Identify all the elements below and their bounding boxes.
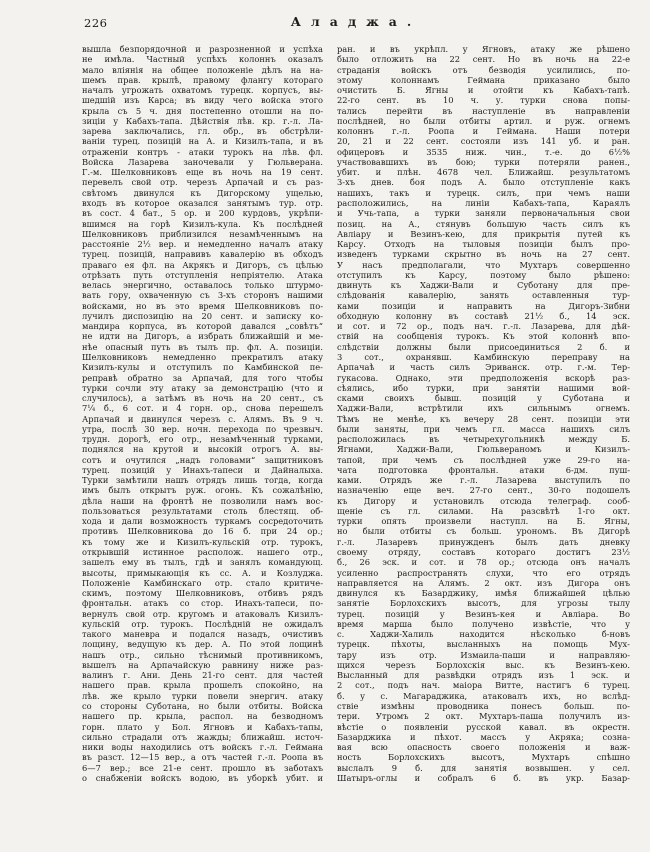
text-line: но были отбиты съ больш. урономъ. Въ Дигорѣ — [337, 526, 630, 537]
text-line: расстояніе 2½ вер. и немедленно началъ атаку — [82, 239, 323, 250]
text-line: 3-хъ днев. боя подъ А. было отступленіе какъ — [337, 177, 630, 188]
text-line: кульскій отр. турокъ. Послѣдній не ожидалъ — [82, 618, 323, 629]
text-line: Арпачаѣ и часть силъ Эриванск. отр. г.-м. Тер- — [337, 362, 630, 373]
text-line: Кизилъ-кулы и отступилъ по Камбинской пе- — [82, 362, 323, 373]
text-line: было отложить на 22 сент. Но въ ночь на 22-е — [337, 54, 630, 65]
text-line: отраженіи контръ - атаки турокъ на лѣв. фл. — [82, 146, 323, 157]
text-line: вернулъ свой отр. кругомъ и атаковалъ Кизилъ- — [82, 608, 323, 619]
text-line: щеніе съ гл. силами. На разсвѣтѣ 1-го окт. — [337, 505, 630, 516]
text-line: зарева заключались, гл. обр., въ обстрѣли- — [82, 126, 323, 137]
text-line: Войска Лазарева заночевали у Гюльверана. — [82, 156, 323, 167]
text-line: выслалъ 9 б. для занятія возвышен. у сел. — [337, 762, 630, 773]
text-line: зиціи у Кабахъ-тапа. Дѣйствія лѣв. кр. г.-л. Ла- — [82, 115, 323, 126]
text-line: и Учь-тапа, а турки заняли первоначальныя свои — [337, 208, 630, 219]
text-line: время марша было получено извѣстіе, что у — [337, 618, 630, 629]
text-line: противъ Шелковникова до 16 б. при 24 ор.; — [82, 526, 323, 537]
text-line: войсками, но въ это время Шелковниковъ по- — [82, 300, 323, 311]
text-line: турецк. пѣхоты, высланныхъ на помощь Мух- — [337, 639, 630, 650]
text-line: обходную колонну въ составѣ 21½ б., 14 эск. — [337, 310, 630, 321]
text-line: двинулся къ Базарджику, имѣя ближайшей цѣлью — [337, 588, 630, 599]
text-line: крыла съ 5 ч. дня постепенно отошли на по- — [82, 105, 323, 116]
text-line: и сот. и 72 ор., подъ нач. г.-л. Лазарева, для дѣй- — [337, 321, 630, 332]
text-line: лощину, ведущую къ дер. А. По этой лощинѣ — [82, 639, 323, 650]
text-line: открывшій истинное располож. нашего отр., — [82, 547, 323, 558]
text-line: колоннъ г.-л. Роопа и Геймана. Наши потери — [337, 126, 630, 137]
text-line: сками своихъ бывш. позицій у Суботана и — [337, 393, 630, 404]
text-line: случилось), а затѣмъ въ ночь на 20 сент., съ — [82, 393, 323, 404]
text-line: входъ въ которое оказался занятымъ тур. отр. — [82, 197, 323, 208]
text-line: перевелъ свой отр. черезъ Арпачай и съ раз- — [82, 177, 323, 188]
text-line: высоты, примыкающія къ сс. А. и Козлуджа. — [82, 567, 323, 578]
text-line: турец. позицій, направивъ кавалерію въ обходъ — [82, 249, 323, 260]
text-line: офицеровъ и 3535 ниж. чин., т.-е. до 6½% — [337, 146, 630, 157]
text-line: вѣстіе о появленіи русской кавал. въ окрестн. — [337, 721, 630, 732]
text-line: Положеніе Камбинскаго отр. стало критиче- — [82, 577, 323, 588]
text-line: нашего пр. крыла, распол. на безводномъ — [82, 711, 323, 722]
text-line: шедшій изъ Карса; въ виду чего войска этого — [82, 95, 323, 106]
text-line: отступилъ къ Карсу, поэтому было рѣшено: — [337, 269, 630, 280]
text-line: сѣялись, ибо турки, при занятіи нашими вой- — [337, 382, 630, 393]
text-line: сотъ и очутился „надъ головами“ защитниковъ — [82, 454, 323, 465]
text-line: не имѣла. Частный успѣхъ колоннъ оказалъ — [82, 54, 323, 65]
text-line: скимъ, поэтому Шелковниковъ, отбивъ рядъ — [82, 588, 323, 599]
text-line: праваго ея фл. на Акрякъ и Дигоръ, съ цѣлью — [82, 259, 323, 270]
text-line: турки сочли эту атаку за демонстрацію (что и — [82, 382, 323, 393]
running-title: Аладжа. — [290, 14, 422, 29]
text-line: къ тому же и Кизилъ-кульскій отр. турокъ, — [82, 536, 323, 547]
text-line: хода и дали возможность туркамъ сосредоточить — [82, 516, 323, 527]
text-line: 6—7 вер.; все 21-е сент. прошло въ заботахъ — [82, 762, 323, 773]
text-line: Карсу. Отходъ на тыловыя позиціи былъ про- — [337, 239, 630, 250]
text-line: турки опять произвели наступл. на Б. Ягны, — [337, 516, 630, 527]
text-line: горн. плато у Бол. Ягновъ и Кабахъ-тапы, — [82, 721, 323, 732]
text-line: направляется на Алямъ. 2 окт. изъ Дигора онъ — [337, 577, 630, 588]
text-line: реправѣ обратно за Арпачай, для того чтобы — [82, 372, 323, 383]
page-number: 226 — [84, 16, 108, 30]
text-line: страданія войскъ отъ безводія усилились, по- — [337, 64, 630, 75]
text-line: ваніи турец. позицій на А. и Кизилъ-тапа, и въ — [82, 136, 323, 147]
text-line: о снабженіи войскъ водою, въ уборкѣ убит. и — [82, 772, 323, 783]
text-line: турец. позицій у Везинъ-кея и Авліара. Во — [337, 608, 630, 619]
text-line: усиленно распространять слухи, что его отрядъ — [337, 567, 630, 578]
text-line: этому колоннамъ Геймана приказано было — [337, 74, 630, 85]
text-line: двинуть къ Хаджи-Вали и Суботану для пре- — [337, 280, 630, 291]
text-line: ками. Отрядъ же г.-л. Лазарева выступилъ по — [337, 475, 630, 486]
text-line: къ Дигору и установилъ отсюда телеграф. сооб- — [337, 495, 630, 506]
text-line: поднялся на крутой и высокій отрогъ А. вы- — [82, 444, 323, 455]
text-line: тери. Утромъ 2 окт. Мухтаръ-паша получилъ из- — [337, 711, 630, 722]
text-line: 22-го сент. въ 10 ч. у. турки снова попы- — [337, 95, 630, 106]
text-line: свѣтомъ двинулся къ Дигорскому ущелью, — [82, 187, 323, 198]
text-line: въ разст. 12—15 вер., а отъ частей г.-л. Роопа въ — [82, 752, 323, 763]
text-line: валинъ г. Ани. День 21-го сент. для частей — [82, 670, 323, 681]
text-line: нашихъ, такъ и турецк. силъ, при чемъ наши — [337, 187, 630, 198]
text-line: вая всю опасность своего положенія и важ- — [337, 742, 630, 753]
text-line: утра, послѣ 30 вер. ночн. перехода по чрезвыч. — [82, 423, 323, 434]
text-line: Арпачай и двинулся черезъ с. Алямъ. Въ 9 ч. — [82, 413, 323, 424]
text-line: очистить Б. Ягны и отойти къ Кабахъ-тапѣ. — [337, 85, 630, 96]
page-header — [0, 14, 650, 40]
text-line: Шелковниковъ немедленно прекратилъ атаку — [82, 351, 323, 362]
text-line: тару изъ отр. Измаила-паши и направляю- — [337, 649, 630, 660]
text-line: были заняты, при чемъ гл. масса нашихъ силъ — [337, 423, 630, 434]
article-body — [0, 44, 650, 783]
text-line: мало вліянія на общее положеніе дѣлъ на на- — [82, 64, 323, 75]
text-line: убит. и плѣн. 4678 чел. Ближайш. результатомъ — [337, 167, 630, 178]
text-line: такого маневра и подался назадъ, очистивъ — [82, 629, 323, 640]
text-line: нашъ отр., сильно тѣснимый противникомъ, — [82, 649, 323, 660]
text-line: Хаджи-Вали, встрѣтили ихъ сильнымъ огнемъ. — [337, 403, 630, 414]
text-line: Шелковниковъ приблизился незамѣченнымъ на — [82, 228, 323, 239]
text-line: вать гору, охваченную съ 3-хъ сторонъ нашими — [82, 290, 323, 301]
text-line: щихся черезъ Борлохскія выс. къ Везинъ-кею. — [337, 659, 630, 670]
text-line: нѣе опасный путь въ тылъ пр. фл. А. позиціи. — [82, 341, 323, 352]
text-line: ствіе измѣны проводника понесъ больш. по- — [337, 701, 630, 711]
text-line: б., 26 эск. и сот. и 78 ор.; отсюда онъ началъ — [337, 557, 630, 568]
text-line: 7¼ б., 6 сот. и 4 горн. ор., снова перешелъ — [82, 403, 323, 414]
text-line: сильно страдали отъ жажды; ближайш. источ- — [82, 731, 323, 742]
right-column — [337, 44, 630, 783]
text-line: ники воды находились отъ войскъ г.-л. Геймана — [82, 742, 323, 753]
text-line: въ сост. 4 бат., 5 ор. и 200 курдовъ, укрѣпи- — [82, 208, 323, 219]
text-line: велась энергично, оставалось только штурмо- — [82, 280, 323, 291]
text-line: Высланный для развѣдки отрядъ изъ 1 эск. и — [337, 670, 630, 681]
text-line: занятіе Борлохскихъ высотъ, для угрозы тылу — [337, 598, 630, 609]
text-line: дѣла наши на фронтѣ не позволили намъ вос- — [82, 495, 323, 506]
text-line: Г.-м. Шелковниковъ еще въ ночь на 19 сент. — [82, 167, 323, 178]
text-line: Турки замѣтили нашъ отрядъ лишь тогда, когда — [82, 475, 323, 486]
left-column — [82, 44, 323, 783]
text-line: расположилась въ четырехугольникѣ между Б. — [337, 434, 630, 445]
text-line: Ягнами, Хаджи-Вали, Гюльвераномъ и Кизилъ- — [337, 444, 630, 455]
text-line: 2 сот., подъ нач. маіора Витте, настигъ 6 турец. — [337, 680, 630, 691]
text-line: позиц. на А., стянувъ большую часть силъ къ — [337, 218, 630, 229]
text-line: пользоваться результатами столь блестящ. об- — [82, 505, 323, 516]
text-line: чата подготовка фронтальн. атаки 6-дм. пуш- — [337, 464, 630, 475]
text-line: с. Хаджи-Халиль находится нѣсколько б-новъ — [337, 629, 630, 640]
text-line: ность Борлохскихъ высотъ, Мухтаръ спѣшно — [337, 752, 630, 763]
text-line: фронтальн. атакъ со стор. Инахъ-тапеси, по- — [82, 598, 323, 609]
text-line: Авліару и Везинъ-кею, для прикрытія путей къ — [337, 228, 630, 239]
text-line: имъ былъ открытъ руж. огонь. Къ сожалѣнію, — [82, 485, 323, 496]
text-line: нашего прав. крыла прошелъ спокойно, на — [82, 680, 323, 691]
text-line: гукасова. Однако, эти предположенія вскорѣ раз- — [337, 372, 630, 383]
text-line: шемъ прав. крылѣ, правому флангу котораго — [82, 74, 323, 85]
text-line: тапой, при чемъ съ послѣдней уже 29-го на- — [337, 454, 630, 465]
text-line: 20, 21 и 22 сент. состояли изъ 141 уб. и ран. — [337, 136, 630, 147]
text-line: назначенію еще веч. 27-го сент., 30-го подошелъ — [337, 485, 630, 496]
text-line: послѣдней, но были отбиты артил. и руж. огнемъ — [337, 115, 630, 126]
text-line: не идти на Дигоръ, а избрать ближайшій и ме- — [82, 331, 323, 342]
text-line: г.-л. Лазаревъ принужденъ былъ дать дневку — [337, 536, 630, 547]
text-line: ками позиціи и направить на Дигоръ-Зибни — [337, 300, 630, 311]
text-line: своему отряду, составъ котораго достигъ 23½ — [337, 547, 630, 558]
text-line: началъ угрожать охватомъ турецк. корпусъ, вы- — [82, 85, 323, 96]
text-line: вышла безпорядочной и разрозненной и успѣха — [82, 44, 323, 54]
text-line: У насъ предполагали, что Мухтаръ совершенно — [337, 259, 630, 270]
text-line: турец. позицій у Инахъ-тапеси и Дайналыха. — [82, 464, 323, 475]
text-line: ран. и въ укрѣпл. у Ягновъ, атаку же рѣшено — [337, 44, 630, 54]
text-line: слѣдствіи должны были присоединиться 2 б. и — [337, 341, 630, 352]
text-line: Тѣмъ не менѣе, къ вечеру 28 сент. позиціи эти — [337, 413, 630, 424]
text-line: расположились, на линіи Кабахъ-тапа, Караялъ — [337, 197, 630, 208]
text-line: мандира корпуса, въ которой давался „совѣтъ“ — [82, 321, 323, 332]
text-line: со стороны Суботана, но были отбиты. Войска — [82, 701, 323, 711]
text-line: участвовавшихъ въ бою; турки потеряли ранен., — [337, 156, 630, 167]
text-line: зашелъ ему въ тылъ, гдѣ и занялъ командующ. — [82, 557, 323, 568]
text-line: лѣв. же крыло турки повели энергич. атаку — [82, 690, 323, 701]
text-line: ствій на сообщенія турокъ. Къ этой колоннѣ впо- — [337, 331, 630, 342]
text-line: 3 сот., охранявш. Камбинскую переправу на — [337, 351, 630, 362]
text-line: изведенъ турками скрытно въ ночь на 27 сент. — [337, 249, 630, 260]
text-line: слѣдованія кавалерію, занять оставленныя тур- — [337, 290, 630, 301]
text-line: б. у с. Магараджика, атаковалъ ихъ, но вслѣд- — [337, 690, 630, 701]
text-line: вшимся на горѣ Кизилъ-кула. Къ послѣдней — [82, 218, 323, 229]
text-line: Шатыръ-оглы и собралъ 6 б. въ укр. Базар- — [337, 772, 630, 783]
text-line: отрѣзать путь отступленія непріятелю. Атака — [82, 269, 323, 280]
text-line: трудн. дорогѣ, его отр., незамѣченный турками, — [82, 434, 323, 445]
text-line: Базарджика и пѣхот. массъ у Акряка; созна- — [337, 731, 630, 742]
text-line: лучилъ диспозицію на 20 сент. и записку ко- — [82, 310, 323, 321]
text-line: вышелъ на Арпачайскую равнину ниже раз- — [82, 659, 323, 670]
text-line: тались перейти въ наступленіе въ направленіи — [337, 105, 630, 116]
